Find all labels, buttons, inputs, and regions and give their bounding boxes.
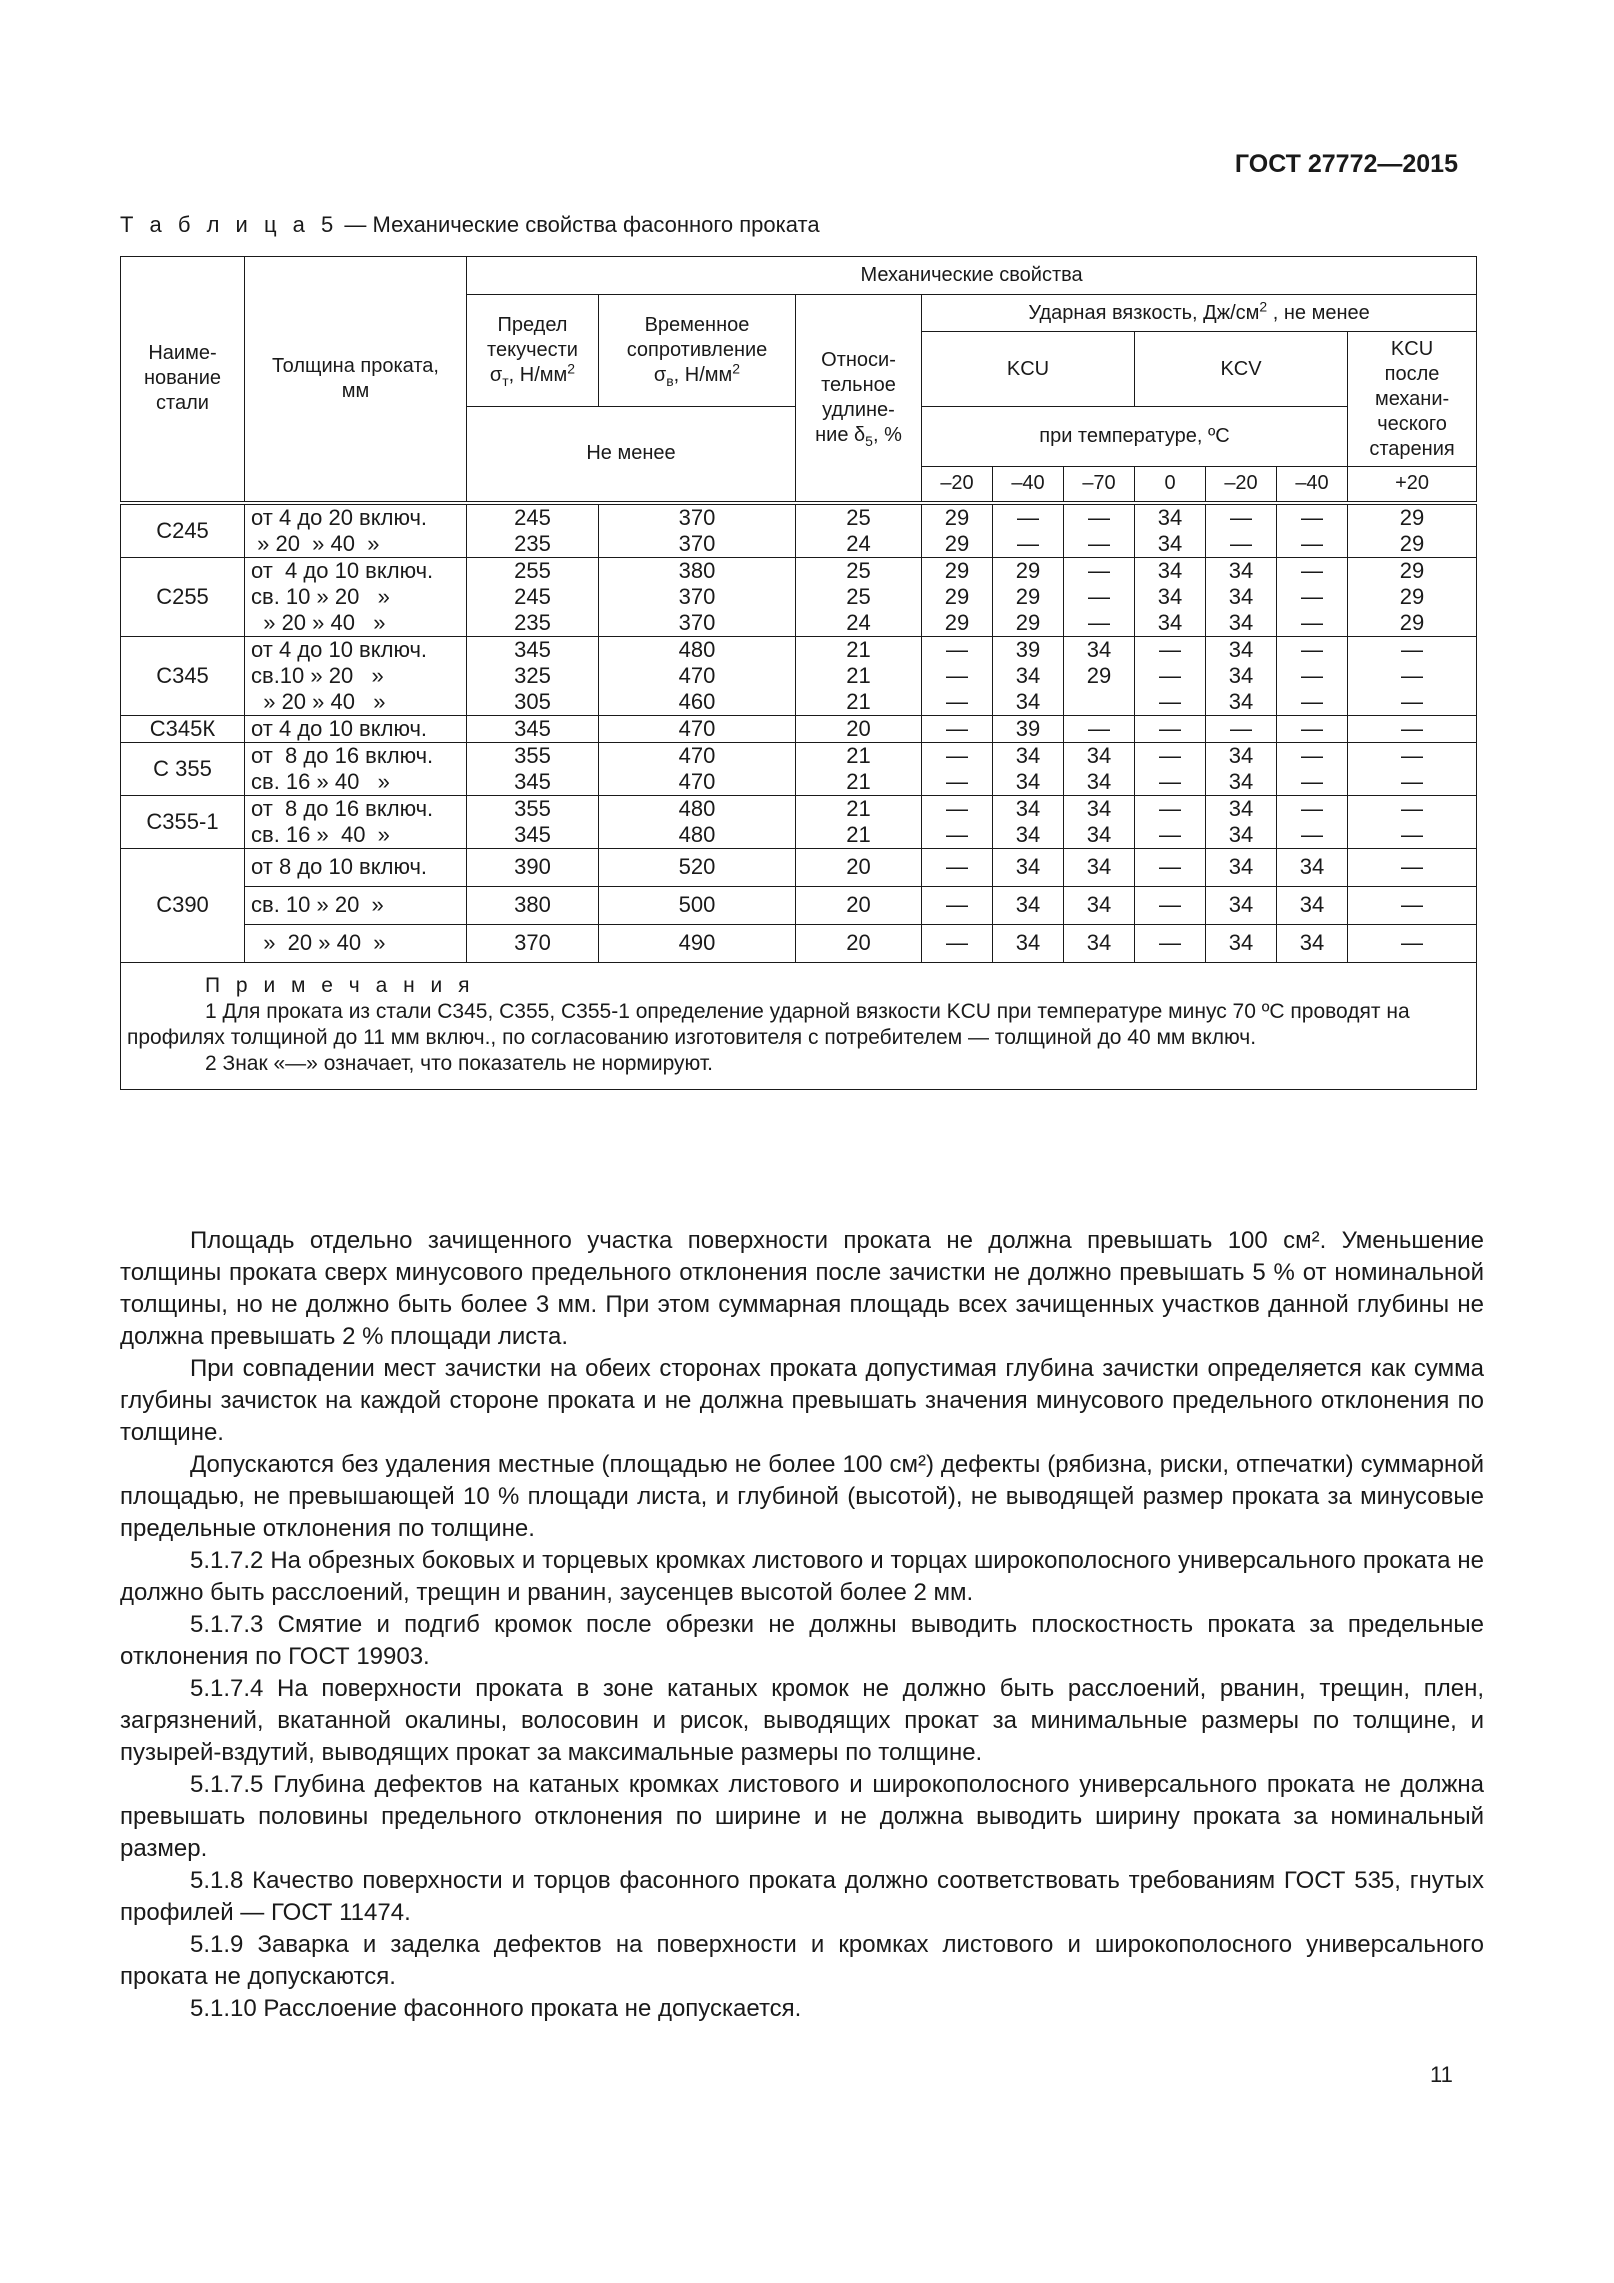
col-head-elongation: Относи- тельное удлине- ние $\delta_5$, % [796, 295, 922, 503]
note-1: 1 Для проката из стали С345, С355, С355-1 определение ударной вязкости KCU при температуре минус 70 ºС проводят на профилях толщиной до 11 мм включ., по согласованию изготовителя с потребителем — толщиной до 40 мм включ. [127, 999, 1410, 1049]
steel-grade-cell: С345 [121, 636, 245, 715]
temp-head: 0 [1135, 467, 1206, 503]
value-cell: 34 34 34 [1135, 557, 1206, 636]
col-head-yield: Предел текучести $\sigma_т$, $Н/мм^2$ [467, 295, 599, 407]
value-cell: 355 345 [467, 742, 599, 795]
value-cell: 380 [467, 886, 599, 924]
value-cell: 470 470 [599, 742, 796, 795]
value-cell: 255 245 235 [467, 557, 599, 636]
value-cell: 34 34 [1135, 503, 1206, 558]
col-head-kcu: KCU [922, 332, 1135, 407]
value-cell: — — [993, 503, 1064, 558]
value-cell: — [922, 715, 993, 742]
value-cell: — [1064, 715, 1135, 742]
value-cell: 20 [796, 924, 922, 962]
standard-number: ГОСТ 27772—2015 [1234, 150, 1458, 178]
paragraph: 5.1.9 Заварка и заделка дефектов на поверхности и кромках листового и широкополосного универсального проката не допускаются. [120, 1931, 1484, 1990]
thickness-cell: от 8 до 16 включ. св. 16 » 40 » [245, 742, 467, 795]
table-row [121, 924, 1477, 962]
value-cell: — — — [1348, 636, 1477, 715]
col-head-grade: Наиме- нование стали [121, 257, 245, 503]
col-head-kcu-aged: KCU после механи- ческого старения [1348, 332, 1477, 467]
thickness-cell: от 4 до 10 включ. св.10 » 20 » » 20 » 40 » [245, 636, 467, 715]
steel-grade-cell: С 355 [121, 742, 245, 795]
temp-head: –40 [993, 467, 1064, 503]
paragraph: 5.1.7.4 На поверхности проката в зоне катаных кромок не должно быть расслоений, рванин, трещин, плен, загрязнений, вкатанной окалины, волосовин и рисок, выводящих прокат за минимальные размеры по толщине, и пузырей-вздутий, выводящих прокат за максимальные размеры по толщине. [120, 1675, 1484, 1766]
value-cell: 34 [1064, 924, 1135, 962]
value-cell: — [922, 848, 993, 886]
col-head-not-less: Не менее [467, 407, 796, 503]
value-cell: — [1206, 715, 1277, 742]
value-cell: 39 [993, 715, 1064, 742]
value-cell: 34 [1064, 886, 1135, 924]
value-cell: — [1277, 715, 1348, 742]
value-cell: 34 [1206, 924, 1277, 962]
value-cell: 34 34 [993, 742, 1064, 795]
value-cell: — [1135, 886, 1206, 924]
value-cell: 34 34 [1064, 742, 1135, 795]
body-text [120, 1225, 1484, 2025]
col-head-at-temp: при температуре, ºС [922, 407, 1348, 467]
table-row [121, 848, 1477, 886]
value-cell: 29 29 29 [1348, 557, 1477, 636]
value-cell: — [922, 886, 993, 924]
value-cell: 345 [467, 715, 599, 742]
temp-head: –20 [1206, 467, 1277, 503]
col-head-tensile: Временное сопротивление $\sigma_в$, $Н/мм^2$ [599, 295, 796, 407]
table-row [121, 503, 1477, 558]
value-cell: — — — [922, 636, 993, 715]
table-notes [121, 962, 1477, 1089]
value-cell: 520 [599, 848, 796, 886]
value-cell: 25 24 [796, 503, 922, 558]
table-caption-text: — Механические свойства фасонного проката [338, 212, 820, 237]
paragraph: Площадь отдельно зачищенного участка поверхности проката не должна превышать 100 см². Уменьшение толщины проката сверх минусового предельного отклонения после зачистки не должно превышать 5 % от номинальной толщины, но не должно быть более 3 мм. При этом суммарная площадь всех зачищенных участков данной глубины не должна превышать 2 % площади листа. [120, 1227, 1484, 1350]
value-cell: 34 [1277, 924, 1348, 962]
value-cell: 21 21 [796, 795, 922, 848]
value-cell: — [1348, 848, 1477, 886]
value-cell: 345 325 305 [467, 636, 599, 715]
paragraph: 5.1.10 Расслоение фасонного проката не допускается. [190, 1995, 802, 2022]
table-caption-prefix: Т а б л и ц а 5 [120, 212, 339, 237]
table-row [121, 715, 1477, 742]
value-cell: 490 [599, 924, 796, 962]
value-cell: — — [1277, 795, 1348, 848]
value-cell: 29 29 29 [922, 557, 993, 636]
steel-grade-cell: С255 [121, 557, 245, 636]
value-cell: 20 [796, 886, 922, 924]
notes-title: П р и м е ч а н и я [205, 973, 475, 997]
value-cell: 480 470 460 [599, 636, 796, 715]
value-cell: — [1135, 924, 1206, 962]
value-cell: — [922, 924, 993, 962]
value-cell: 480 480 [599, 795, 796, 848]
value-cell: — — — [1135, 636, 1206, 715]
value-cell: 34 34 [993, 795, 1064, 848]
value-cell: 29 29 [922, 503, 993, 558]
temp-head: –70 [1064, 467, 1135, 503]
value-cell: — [1135, 715, 1206, 742]
steel-grade-cell: С245 [121, 503, 245, 558]
thickness-cell: от 4 до 20 включ. » 20 » 40 » [245, 503, 467, 558]
temp-head: –20 [922, 467, 993, 503]
value-cell: — [1348, 924, 1477, 962]
value-cell: — — [1348, 795, 1477, 848]
value-cell: 34 [1206, 848, 1277, 886]
steel-grade-cell: С355-1 [121, 795, 245, 848]
value-cell: 34 34 34 [1206, 557, 1277, 636]
value-cell: 470 [599, 715, 796, 742]
table-row [121, 636, 1477, 715]
value-cell: 34 29 [1064, 636, 1135, 715]
table-row [121, 557, 1477, 636]
table-caption [120, 212, 820, 238]
value-cell: — — [1135, 742, 1206, 795]
value-cell: — — [1348, 742, 1477, 795]
value-cell: 390 [467, 848, 599, 886]
value-cell: 34 [1277, 886, 1348, 924]
table-row [121, 795, 1477, 848]
value-cell: 34 [1206, 886, 1277, 924]
value-cell: 21 21 21 [796, 636, 922, 715]
steel-grade-cell: С390 [121, 848, 245, 962]
value-cell: — — [1206, 503, 1277, 558]
value-cell: 29 29 29 [993, 557, 1064, 636]
thickness-cell: св. 10 » 20 » [245, 886, 467, 924]
value-cell: — — [1135, 795, 1206, 848]
paragraph: 5.1.7.2 На обрезных боковых и торцевых кромках листового и торцах широкополосного универсального проката не должно быть расслоений, трещин и рванин, заусенцев высотой более 2 мм. [120, 1547, 1484, 1606]
thickness-cell: от 8 до 10 включ. [245, 848, 467, 886]
value-cell: — — [922, 795, 993, 848]
col-head-mech: Механические свойства [467, 257, 1477, 295]
value-cell: 21 21 [796, 742, 922, 795]
value-cell: 34 34 34 [1206, 636, 1277, 715]
value-cell: 20 [796, 715, 922, 742]
table-body [121, 503, 1477, 1090]
note-2: 2 Знак «—» означает, что показатель не нормируют. [205, 1051, 713, 1075]
paragraph: Допускаются без удаления местные (площадью не более 100 см²) дефекты (рябизна, риски, отпечатки) суммарной площадью, не превышающей 10 % площади листа, и глубиной (высотой), не выводящей размер проката за минусовые предельные отклонения по толщине. [120, 1451, 1484, 1542]
col-head-kcv: KCV [1135, 332, 1348, 407]
thickness-cell: от 4 до 10 включ. [245, 715, 467, 742]
paragraph: 5.1.7.3 Смятие и подгиб кромок после обрезки не должны выводить плоскостность проката за предельные отклонения по ГОСТ 19903. [120, 1611, 1484, 1670]
table-row [121, 742, 1477, 795]
value-cell: 29 29 [1348, 503, 1477, 558]
steel-grade-cell: С345К [121, 715, 245, 742]
value-cell: 380 370 370 [599, 557, 796, 636]
value-cell: — — [922, 742, 993, 795]
page-number: 11 [1430, 2062, 1453, 2087]
value-cell: 25 25 24 [796, 557, 922, 636]
value-cell: 500 [599, 886, 796, 924]
col-head-thickness: Толщина проката, мм [245, 257, 467, 503]
value-cell: 370 370 [599, 503, 796, 558]
mechanical-properties-table [120, 256, 1477, 1090]
value-cell: — [1348, 886, 1477, 924]
value-cell: 34 [993, 848, 1064, 886]
table-row [121, 886, 1477, 924]
value-cell: 34 [993, 924, 1064, 962]
value-cell: 34 34 [1206, 742, 1277, 795]
value-cell: 34 34 [1064, 795, 1135, 848]
col-head-impact: Ударная вязкость, $Дж/см^2$ , не менее [922, 295, 1477, 332]
temp-head: –40 [1277, 467, 1348, 503]
value-cell: 370 [467, 924, 599, 962]
value-cell: — [1135, 848, 1206, 886]
value-cell: 355 345 [467, 795, 599, 848]
value-cell: 39 34 34 [993, 636, 1064, 715]
thickness-cell: от 4 до 10 включ. св. 10 » 20 » » 20 » 40 » [245, 557, 467, 636]
value-cell: 34 [1277, 848, 1348, 886]
table-head [121, 257, 1477, 503]
value-cell: — — — [1277, 636, 1348, 715]
value-cell: — — [1277, 742, 1348, 795]
paragraph: 5.1.7.5 Глубина дефектов на катаных кромках листового и широкополосного универсального проката не должна превышать половины предельного отклонения по ширине и не должна выводить ширину проката за номинальный размер. [120, 1771, 1484, 1862]
temp-head: +20 [1348, 467, 1477, 503]
value-cell: 20 [796, 848, 922, 886]
paragraph: 5.1.8 Качество поверхности и торцов фасонного проката должно соответствовать требованиям ГОСТ 535, гнутых профилей — ГОСТ 11474. [120, 1867, 1484, 1926]
value-cell: 34 [993, 886, 1064, 924]
thickness-cell: от 8 до 16 включ. св. 16 » 40 » [245, 795, 467, 848]
value-cell: 34 34 [1206, 795, 1277, 848]
thickness-cell: » 20 » 40 » [245, 924, 467, 962]
value-cell: — — — [1064, 557, 1135, 636]
value-cell: 245 235 [467, 503, 599, 558]
value-cell: — [1348, 715, 1477, 742]
paragraph: При совпадении мест зачистки на обеих сторонах проката допустимая глубина зачистки определяется как сумма глубины зачисток на каждой стороне проката и не должна превышать значения минусового предельного отклонения по толщине. [120, 1355, 1484, 1446]
value-cell: — — [1064, 503, 1135, 558]
value-cell: — — [1277, 503, 1348, 558]
value-cell: 34 [1064, 848, 1135, 886]
value-cell: — — — [1277, 557, 1348, 636]
